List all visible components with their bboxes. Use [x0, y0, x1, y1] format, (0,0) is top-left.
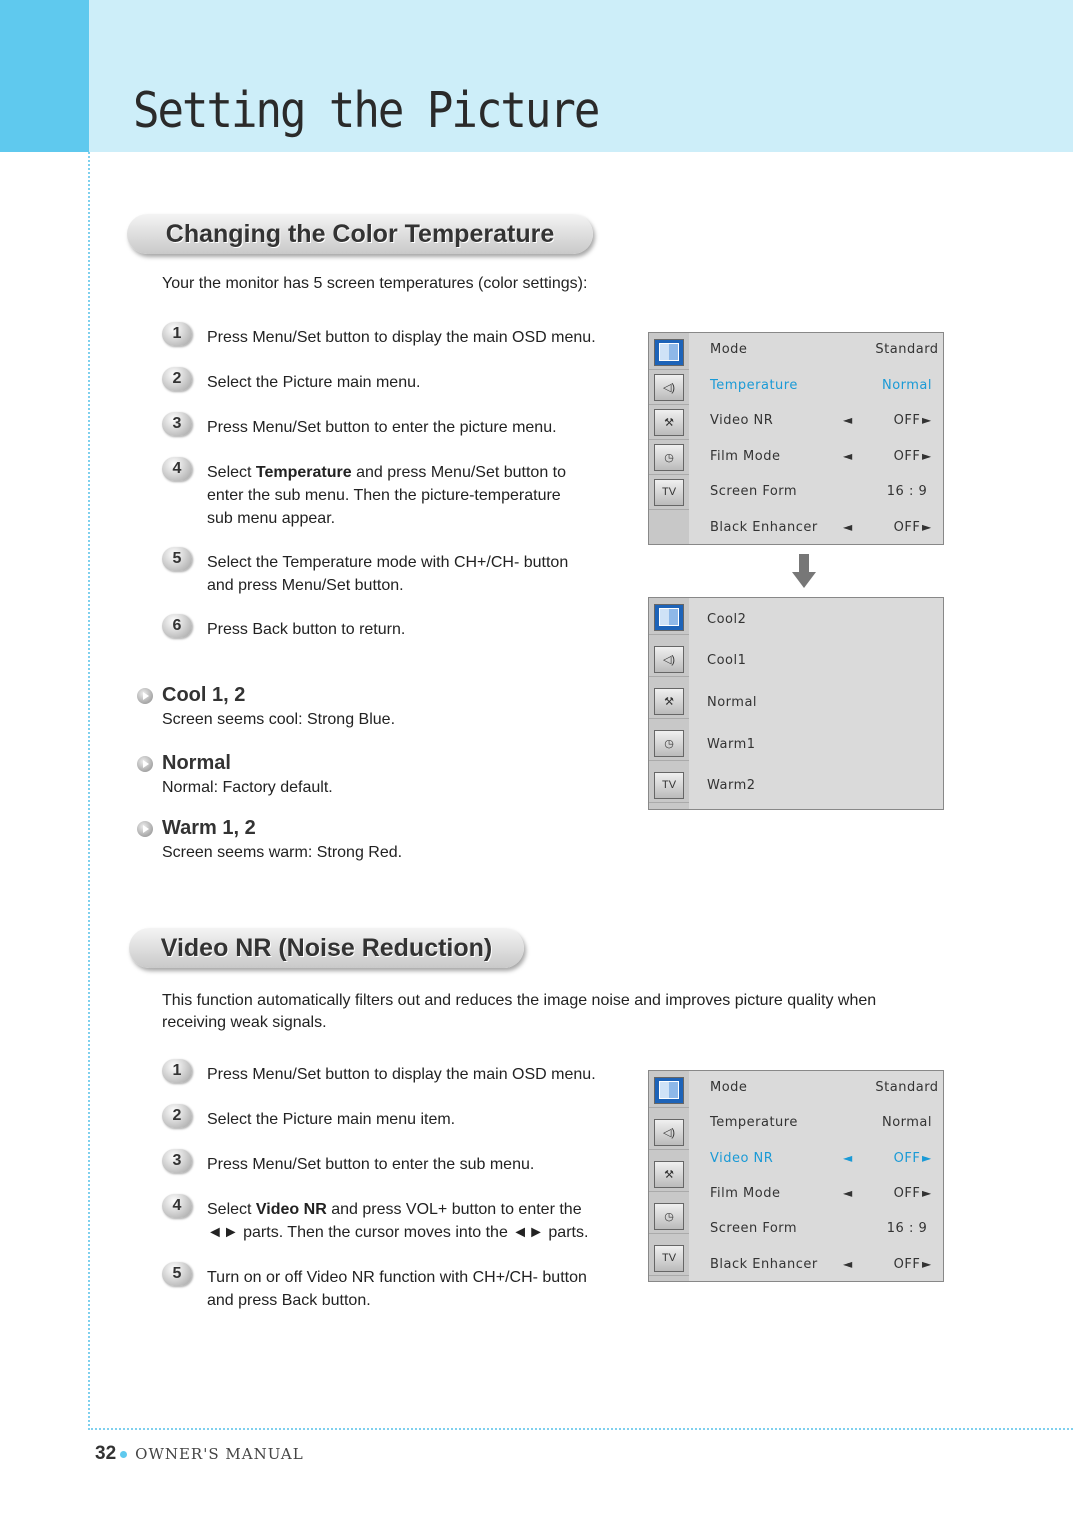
bullet-desc: Screen seems cool: Strong Blue.	[162, 711, 396, 728]
osd-row-video-nr[interactable]: Video NR ◄ OFF ►	[710, 413, 932, 428]
arrow-down-icon	[792, 554, 816, 590]
section-intro: This function automatically filters out and reduces the image noise and improves picture quality when receiving weak signals.	[162, 992, 877, 1031]
arrow-right-icon: ►	[922, 520, 932, 534]
osd-picture-menu	[648, 332, 944, 545]
step-number: 2	[162, 1104, 192, 1128]
bullet-warm	[137, 817, 402, 862]
play-bullet-icon	[137, 821, 153, 837]
step-number: 2	[162, 367, 192, 391]
osd-temperature-submenu	[648, 597, 944, 810]
step-item	[162, 1108, 455, 1131]
page-number: 32	[95, 1443, 117, 1464]
arrow-right-icon: ►	[922, 449, 932, 463]
clock-icon: ◷	[649, 440, 689, 475]
arrow-right-icon: ►	[922, 1257, 932, 1271]
footer-divider	[88, 1428, 1073, 1430]
arrow-left-icon: ◄	[843, 413, 853, 427]
osd-row-video-nr[interactable]: Video NR ◄ OFF ►	[710, 1151, 932, 1166]
tv-icon: TV	[649, 768, 689, 803]
step-text: Press Menu/Set button to display the main OSD menu.	[207, 329, 596, 346]
step-text: Press Menu/Set button to enter the sub menu.	[207, 1156, 535, 1173]
section-heading-color-temperature	[127, 214, 593, 254]
step-number: 6	[162, 614, 192, 638]
header-tab	[0, 0, 89, 152]
footer-dot-icon	[120, 1451, 127, 1458]
bullet-cool	[137, 684, 395, 729]
bullet-desc: Normal: Factory default.	[162, 779, 333, 796]
step-number: 1	[162, 1059, 192, 1083]
osd-sub-option[interactable]: Cool1	[707, 653, 747, 668]
step-item	[162, 1266, 597, 1312]
step-item	[162, 551, 587, 597]
osd-row-black-enhancer[interactable]: Black Enhancer ◄ OFF ►	[710, 520, 932, 535]
step-number: 3	[162, 412, 192, 436]
bullet-normal	[137, 752, 333, 797]
osd-row-film-mode[interactable]: Film Mode ◄ OFF ►	[710, 449, 932, 464]
arrow-left-icon: ◄	[843, 449, 853, 463]
clock-icon: ◷	[649, 726, 689, 761]
picture-icon	[649, 600, 689, 635]
osd-row-black-enhancer[interactable]: Black Enhancer ◄ OFF ►	[710, 1257, 932, 1272]
step-number: 5	[162, 547, 192, 571]
bullet-desc: Screen seems warm: Strong Red.	[162, 844, 403, 861]
footer-label: OWNER'S MANUAL	[135, 1445, 304, 1463]
sound-icon: ◁)	[649, 642, 689, 677]
setup-tools-icon: ⚒	[649, 405, 689, 440]
setup-tools-icon: ⚒	[649, 1157, 689, 1192]
sound-icon: ◁)	[649, 1115, 689, 1150]
step-text: Select the Picture main menu.	[207, 374, 421, 391]
step-number: 5	[162, 1262, 192, 1286]
arrow-right-icon: ►	[922, 1151, 932, 1165]
osd-row-temperature[interactable]: Temperature Normal	[710, 378, 933, 393]
osd-picture-menu-video-nr	[648, 1070, 944, 1282]
arrow-left-icon: ◄	[843, 1186, 853, 1200]
osd-row-mode[interactable]: Mode Standard	[710, 1080, 939, 1095]
arrow-right-icon: ►	[922, 1186, 932, 1200]
sound-icon: ◁)	[649, 370, 689, 405]
picture-icon	[649, 335, 689, 370]
osd-icon-column	[649, 598, 689, 809]
osd-sub-option[interactable]: Warm1	[707, 737, 756, 752]
step-item	[162, 1198, 602, 1244]
step-item	[162, 416, 557, 439]
step-text: Press Back button to return.	[207, 621, 406, 638]
section-heading-text: Video NR (Noise Reduction)	[160, 933, 493, 962]
play-bullet-icon	[137, 688, 153, 704]
osd-row-mode[interactable]: Mode Standard	[710, 342, 939, 357]
page-title: Setting the Picture	[133, 82, 599, 140]
arrow-right-icon: ►	[922, 413, 932, 427]
osd-row-screen-form[interactable]: Screen Form 16 : 9	[710, 484, 928, 499]
step-text: Turn on or off Video NR function with CH+/CH- button and press Back button.	[207, 1269, 587, 1309]
step-item	[162, 371, 420, 394]
arrow-left-icon: ◄	[843, 1257, 853, 1271]
page-header	[0, 0, 1073, 152]
setup-tools-icon: ⚒	[649, 684, 689, 719]
step-number: 4	[162, 457, 192, 481]
osd-row-film-mode[interactable]: Film Mode ◄ OFF ►	[710, 1186, 932, 1201]
osd-sub-option[interactable]: Normal	[707, 695, 758, 710]
osd-icon-column	[649, 333, 689, 544]
osd-sub-option[interactable]: Cool2	[707, 612, 747, 627]
tv-icon: TV	[649, 475, 689, 510]
clock-icon: ◷	[649, 1199, 689, 1234]
step-number: 1	[162, 322, 192, 346]
tv-icon: TV	[649, 1241, 689, 1276]
bullet-title: Normal	[162, 752, 231, 774]
section-heading-video-nr	[129, 928, 524, 968]
arrow-left-icon: ◄	[843, 1151, 853, 1165]
arrow-left-icon: ◄	[843, 520, 853, 534]
step-item	[162, 618, 405, 641]
step-item	[162, 1063, 596, 1086]
page-footer	[95, 1443, 304, 1465]
step-number: 4	[162, 1194, 192, 1218]
step-text: Press Menu/Set button to enter the picture menu.	[207, 419, 557, 436]
bullet-title: Warm 1, 2	[162, 817, 256, 839]
step-text: Select the Picture main menu item.	[207, 1111, 456, 1128]
osd-icon-column	[649, 1071, 689, 1281]
bullet-title: Cool 1, 2	[162, 684, 246, 706]
step-text: Select Video NR and press VOL+ button to enter the ◄► parts. Then the cursor moves into the ◄► parts.	[207, 1201, 589, 1241]
step-text: Select Temperature and press Menu/Set button to enter the sub menu. Then the picture-temperature sub menu appear.	[207, 464, 567, 527]
section-heading-text: Changing the Color Temperature	[165, 219, 555, 248]
step-text: Press Menu/Set button to display the main OSD menu.	[207, 1066, 596, 1083]
osd-row-screen-form[interactable]: Screen Form 16 : 9	[710, 1221, 928, 1236]
step-text: Select the Temperature mode with CH+/CH- button and press Menu/Set button.	[207, 554, 569, 594]
step-number: 3	[162, 1149, 192, 1173]
osd-sub-option[interactable]: Warm2	[707, 778, 756, 793]
step-item	[162, 1153, 534, 1176]
step-item	[162, 326, 596, 349]
picture-icon	[649, 1073, 689, 1108]
step-item	[162, 461, 577, 530]
osd-row-temperature[interactable]: Temperature Normal	[710, 1115, 933, 1130]
play-bullet-icon	[137, 756, 153, 772]
section-intro: Your the monitor has 5 screen temperatures (color settings):	[162, 275, 588, 292]
margin-divider	[88, 152, 90, 1430]
